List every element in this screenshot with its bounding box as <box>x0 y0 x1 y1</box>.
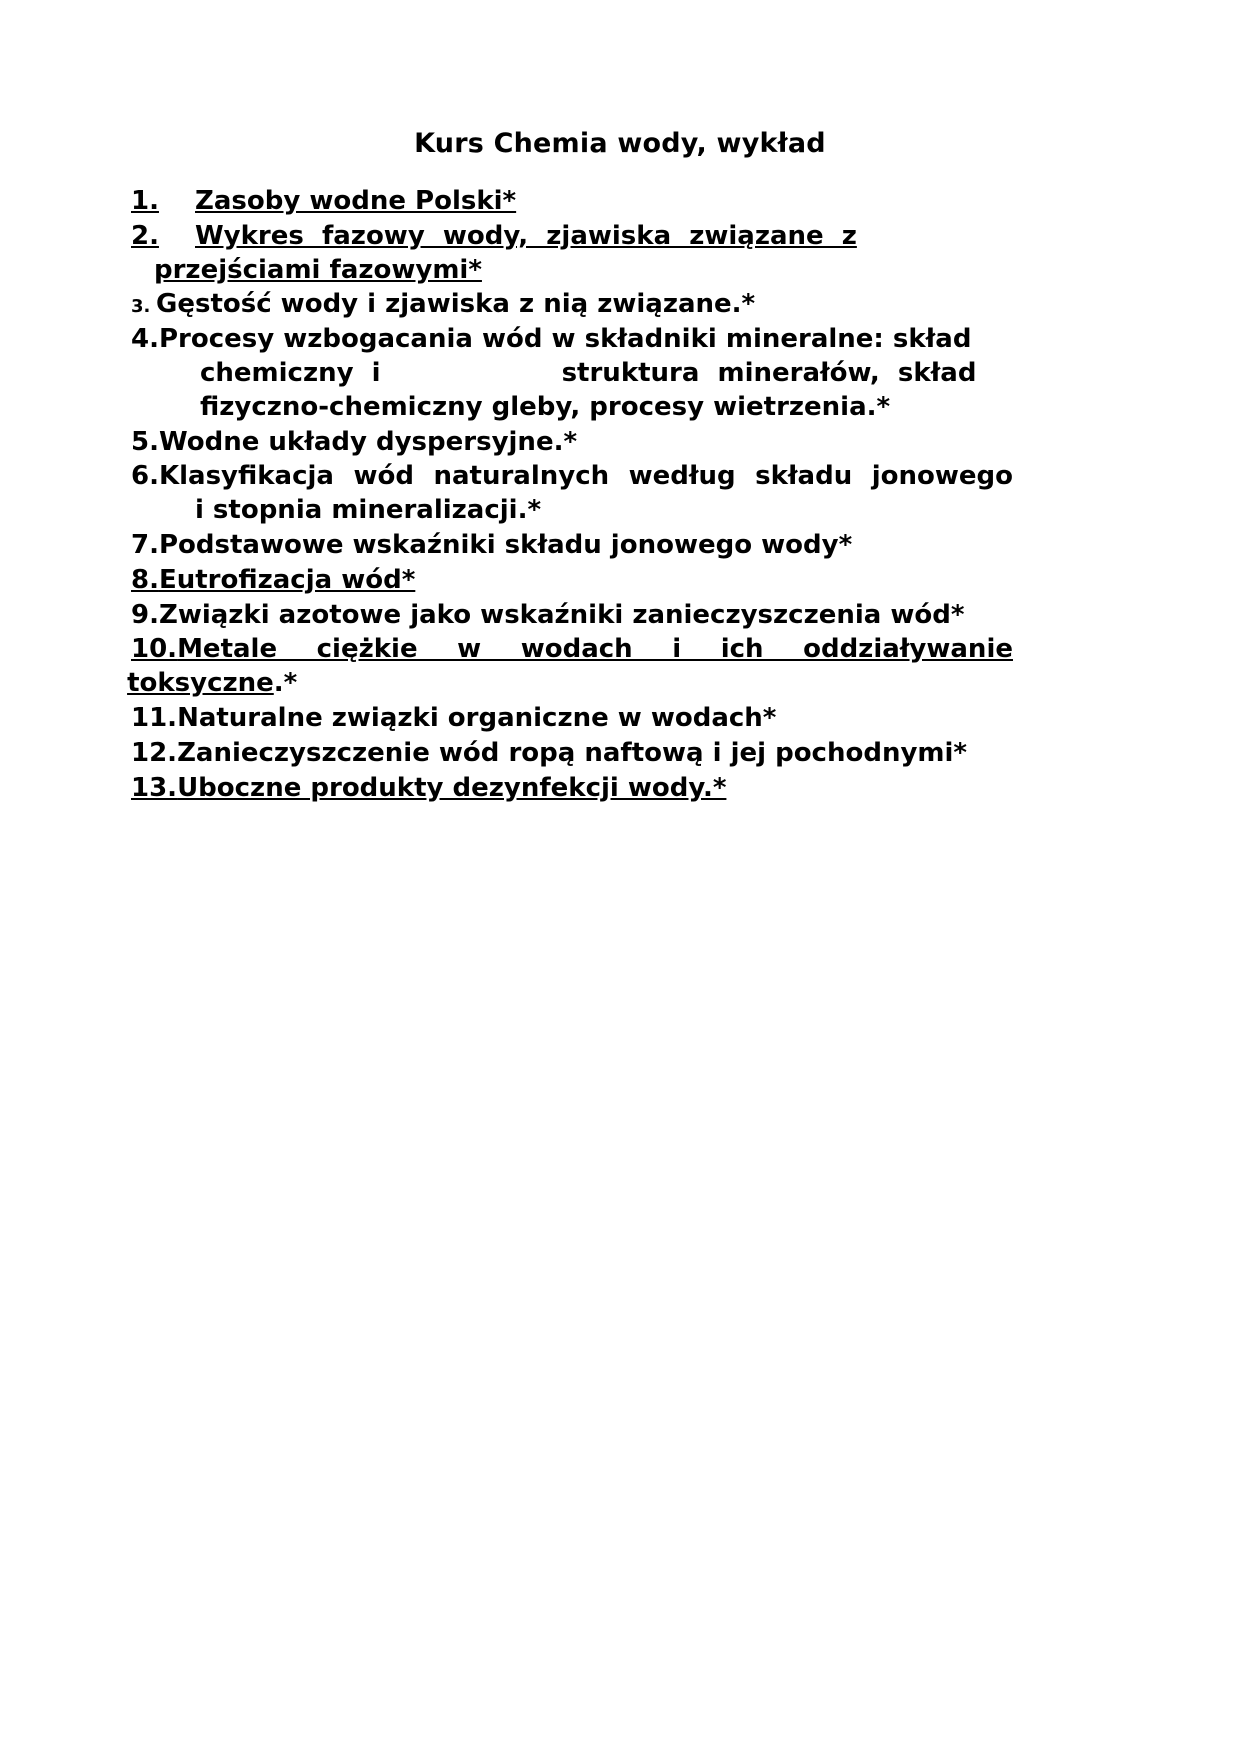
list-item-number: 6. <box>131 461 159 492</box>
list-item <box>131 529 1013 563</box>
list-item-line: Zanieczyszczenie wód ropą naftową i jej pochodnymi* <box>177 737 968 768</box>
list-item <box>131 323 1013 424</box>
list-item-line: Wykres fazowy wody, zjawiska związane z <box>195 220 857 251</box>
list-item-line: chemiczny i struktura minerałów, skład <box>199 357 977 388</box>
list-item-body <box>177 737 1013 771</box>
list-item-body <box>195 185 1013 219</box>
list-item-number: 3. <box>131 296 151 318</box>
list-item <box>131 702 1013 736</box>
list-item-line: Wodne układy dyspersyjne.* <box>158 426 578 457</box>
list-item <box>131 185 1013 219</box>
list-item-number: 2. <box>131 220 159 251</box>
list-item-line-underlined: toksyczne <box>127 668 274 699</box>
list-item-body <box>177 702 1013 736</box>
list-item-number: 13. <box>131 772 178 803</box>
list-item-line: Uboczne produkty dezynfekcji wody.* <box>177 772 727 803</box>
list-item-number: 4. <box>131 324 159 355</box>
list-item-line-suffix: .* <box>273 668 298 699</box>
list-item-number: 7. <box>131 529 159 560</box>
list-item-line: fizyczno-chemiczny gleby, procesy wietrzenia.* <box>199 391 891 422</box>
list-item <box>131 564 1013 598</box>
list-item <box>131 288 1013 322</box>
list-item-body <box>159 323 1013 424</box>
list-item-body <box>159 564 1013 598</box>
list-item-number: 8. <box>131 564 159 595</box>
list-item-line: Związki azotowe jako wskaźniki zanieczyszczenia wód* <box>158 599 965 630</box>
list-item-line: Podstawowe wskaźniki składu jonowego wody* <box>158 529 853 560</box>
lecture-topics-list <box>127 185 1013 806</box>
list-item <box>131 460 1013 528</box>
list-item-line: Zasoby wodne Polski* <box>195 186 517 216</box>
list-item-body <box>159 426 1013 460</box>
list-item-body <box>159 599 1013 633</box>
list-item-number: 11. <box>131 702 178 733</box>
page-title: Kurs Chemia wody, wykład <box>414 128 826 159</box>
list-item-body <box>154 220 1013 288</box>
list-item-body <box>156 288 1013 322</box>
list-item-line: Gęstość wody i zjawiska z nią związane.* <box>156 289 756 320</box>
list-item <box>127 633 1013 701</box>
list-item <box>131 599 1013 633</box>
list-item-line: Klasyfikacja wód naturalnych według składu jonowego <box>158 461 1013 492</box>
list-item-line: Procesy wzbogacania wód w składniki mineralne: skład <box>158 324 972 355</box>
list-item-line: przejściami fazowymi* <box>154 254 482 285</box>
list-item-line: Naturalne związki organiczne w wodach* <box>177 702 777 733</box>
list-item-body <box>159 460 1013 528</box>
list-item <box>131 772 1013 806</box>
list-item <box>131 426 1013 460</box>
list-item-body <box>177 772 1013 806</box>
list-item-line: Eutrofizacja wód* <box>158 564 416 595</box>
list-item-number: 12. <box>131 737 178 768</box>
list-item-number: 10. <box>131 634 178 665</box>
list-item <box>131 220 1013 288</box>
list-item-line <box>127 667 1013 701</box>
list-item <box>131 737 1013 771</box>
list-item-number: 9. <box>131 599 159 630</box>
list-item-line: i stopnia mineralizacji.* <box>194 495 542 526</box>
list-item-number: 1. <box>131 186 159 216</box>
list-item-number: 5. <box>131 426 159 457</box>
list-item-line: Metale ciężkie w wodach i ich oddziaływanie <box>177 634 1013 665</box>
list-item-body <box>159 529 1013 563</box>
